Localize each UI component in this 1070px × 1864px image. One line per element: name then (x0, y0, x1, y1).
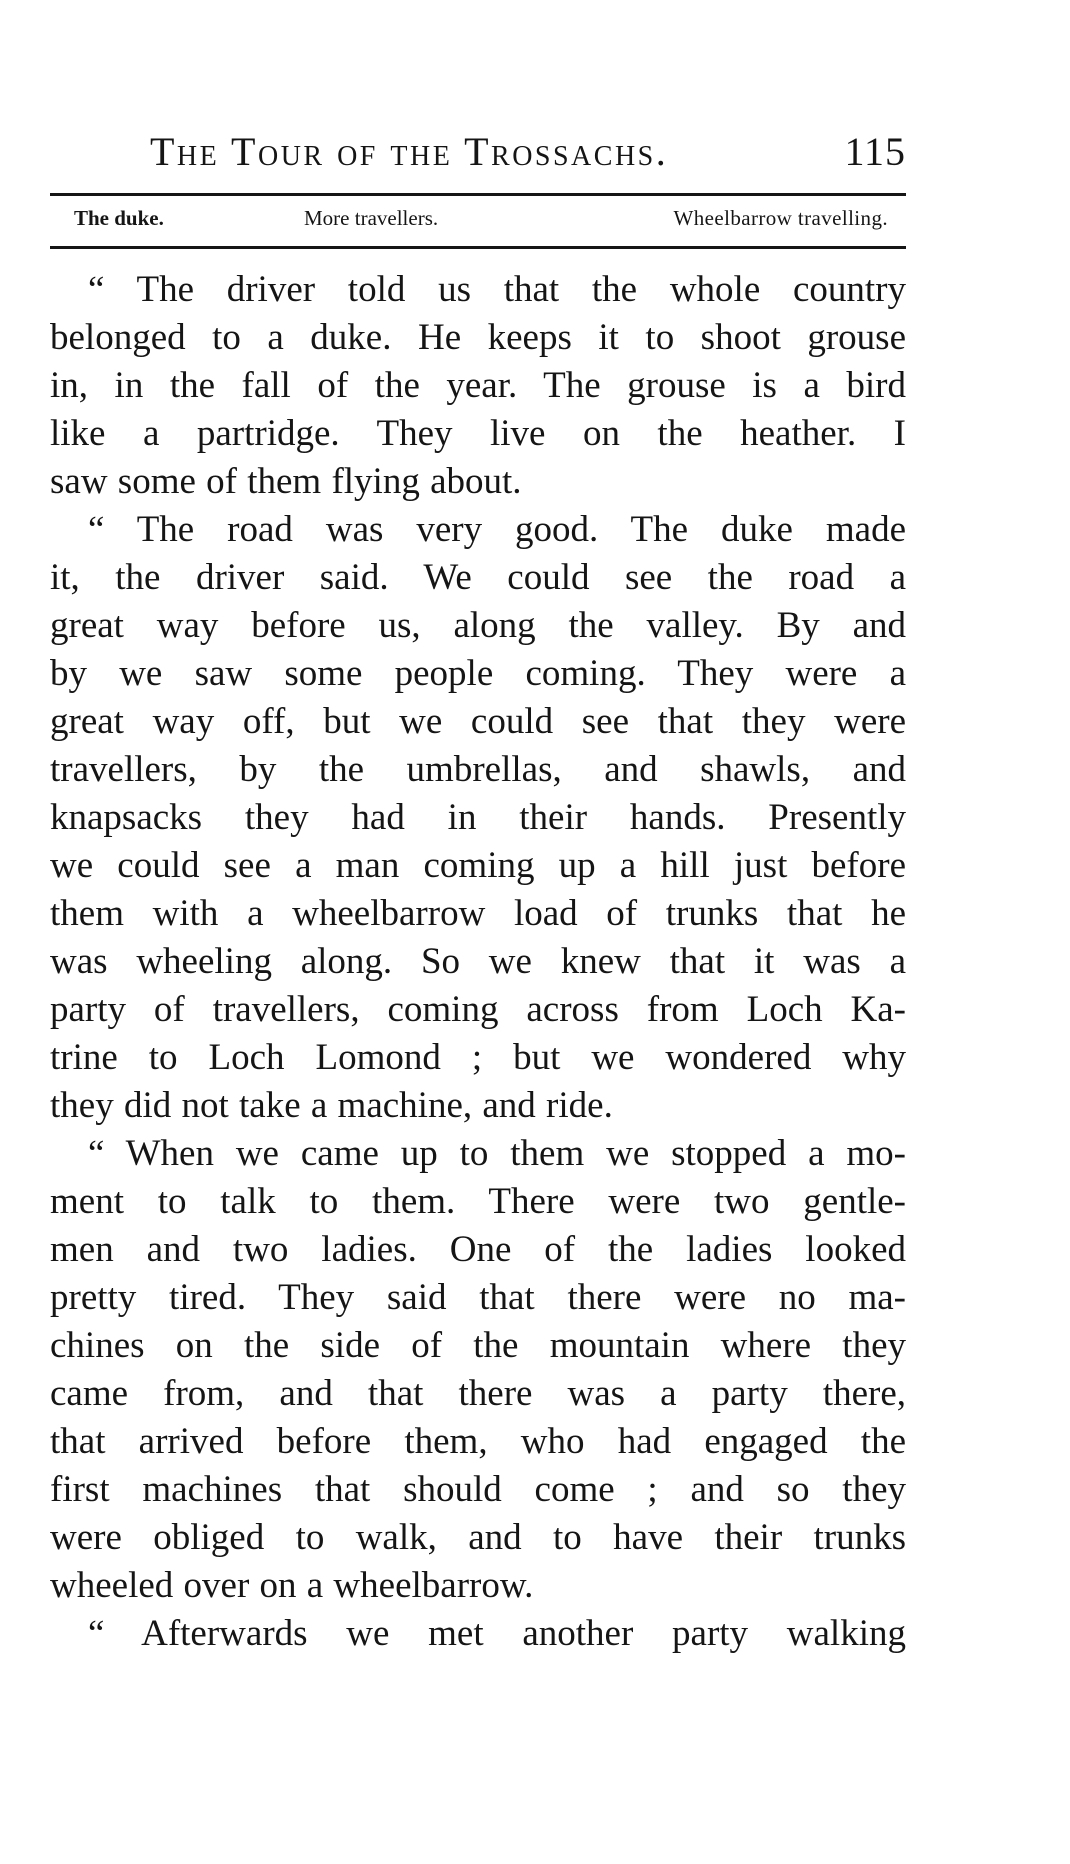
text-line: like a partridge. They live on the heather. I (50, 413, 906, 454)
topic-headings (72, 206, 888, 236)
text-line: “ When we came up to them we stopped a mo- (88, 1133, 906, 1174)
text-line: knapsacks they had in their hands. Presently (50, 797, 906, 838)
page-number: 115 (844, 129, 906, 174)
topic-heading-more-travellers: More travellers. (304, 206, 439, 230)
text-line: ment to talk to them. There were two gentle- (50, 1181, 906, 1222)
text-line: first machines that should come ; and so they (50, 1469, 906, 1510)
running-head (50, 128, 906, 178)
text-line: travellers, by the umbrellas, and shawls, and (50, 749, 906, 790)
header-rule-top (50, 193, 906, 196)
text-line: pretty tired. They said that there were no ma- (50, 1277, 906, 1318)
topic-heading-wheelbarrow: Wheelbarrow travelling. (673, 206, 888, 230)
text-line: that arrived before them, who had engaged the (50, 1421, 906, 1462)
text-line: great way before us, along the valley. By and (50, 605, 906, 646)
text-line: in, in the fall of the year. The grouse is a bird (50, 365, 906, 406)
text-line: belonged to a duke. He keeps it to shoot grouse (50, 317, 906, 358)
header-rule-bottom (50, 246, 906, 249)
text-line: “ The road was very good. The duke made (88, 509, 906, 550)
text-line: were obliged to walk, and to have their trunks (50, 1517, 906, 1558)
text-line: by we saw some people coming. They were a (50, 653, 906, 694)
text-line: saw some of them flying about. (50, 461, 522, 502)
body-text (50, 266, 906, 1658)
text-line: we could see a man coming up a hill just before (50, 845, 906, 886)
text-line: men and two ladies. One of the ladies looked (50, 1229, 906, 1270)
text-line: chines on the side of the mountain where they (50, 1325, 906, 1366)
text-line: party of travellers, coming across from Loch Ka- (50, 989, 906, 1030)
text-line: came from, and that there was a party there, (50, 1373, 906, 1414)
text-line: great way off, but we could see that they were (50, 701, 906, 742)
text-line: was wheeling along. So we knew that it was a (50, 941, 906, 982)
running-title: The Tour of the Trossachs. (150, 129, 669, 174)
text-line: trine to Loch Lomond ; but we wondered why (50, 1037, 906, 1078)
text-line: wheeled over on a wheelbarrow. (50, 1565, 534, 1606)
text-line: them with a wheelbarrow load of trunks that he (50, 893, 906, 934)
text-line: “ Afterwards we met another party walking (88, 1613, 906, 1654)
text-line: “ The driver told us that the whole country (88, 269, 906, 310)
text-line: it, the driver said. We could see the road a (50, 557, 906, 598)
text-line: they did not take a machine, and ride. (50, 1085, 613, 1126)
topic-heading-duke: The duke. (74, 206, 164, 230)
